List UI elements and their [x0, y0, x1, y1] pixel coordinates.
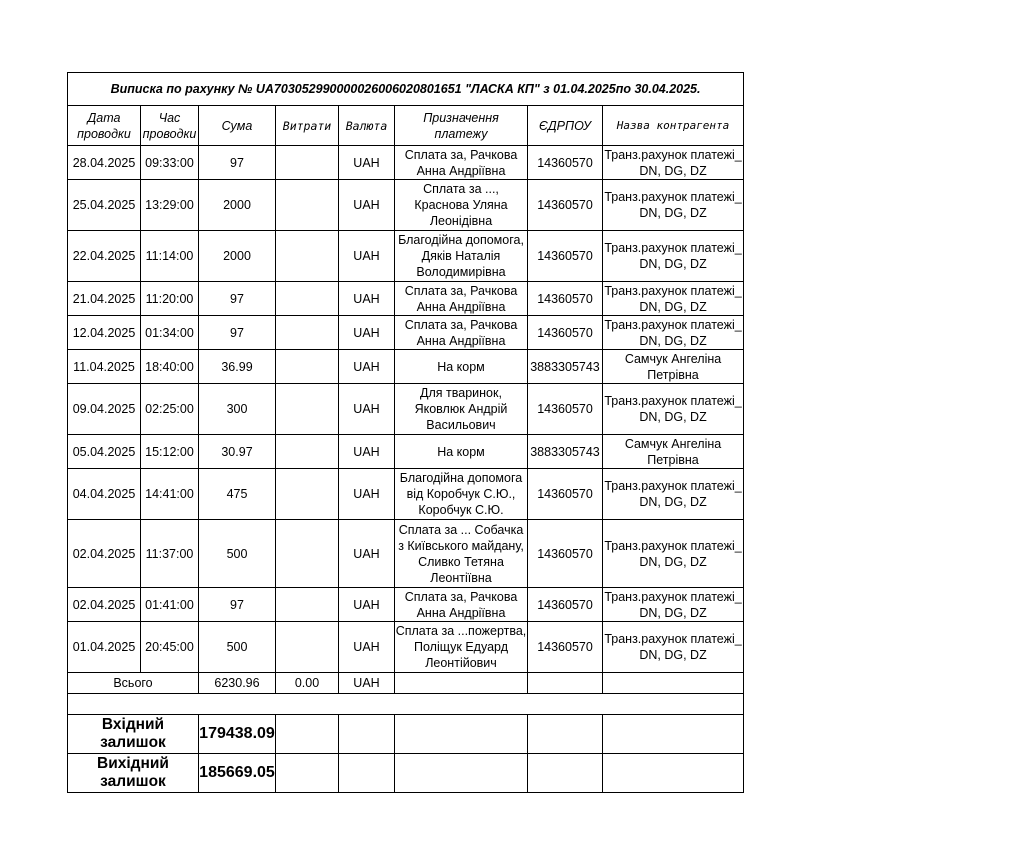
cell-expenses — [276, 180, 339, 231]
statement-title: Виписка по рахунку № UA703052990000026006020801651 "ЛАСКА КП" з 01.04.2025по 30.04.2025. — [68, 73, 744, 106]
empty-cell — [603, 754, 744, 793]
cell-date: 04.04.2025 — [68, 469, 141, 520]
cell-purpose: Сплата за, Рачкова Анна Андріївна — [395, 282, 528, 316]
table-row — [68, 588, 744, 622]
cell-amount: 500 — [199, 622, 276, 673]
cell-edrpou: 14360570 — [528, 622, 603, 673]
table-row — [68, 469, 744, 520]
cell-purpose: На корм — [395, 350, 528, 384]
cell-edrpou: 14360570 — [528, 588, 603, 622]
cell-counterparty: Транз.рахунок платежі_ DN, DG, DZ — [603, 520, 744, 588]
cell-amount: 500 — [199, 520, 276, 588]
opening-balance-label: Вхідний залишок — [68, 715, 199, 754]
total-amount: 6230.96 — [199, 673, 276, 694]
cell-currency: UAH — [339, 282, 395, 316]
cell-date: 25.04.2025 — [68, 180, 141, 231]
cell-currency: UAH — [339, 231, 395, 282]
cell-counterparty: Транз.рахунок платежі_ DN, DG, DZ — [603, 384, 744, 435]
cell-purpose: Сплата за ... Собачка з Київського майдану, Сливко Тетяна Леонтіївна — [395, 520, 528, 588]
cell-time: 14:41:00 — [141, 469, 199, 520]
table-row — [68, 435, 744, 469]
cell-amount: 97 — [199, 282, 276, 316]
empty-cell — [395, 673, 528, 694]
cell-currency: UAH — [339, 520, 395, 588]
total-currency: UAH — [339, 673, 395, 694]
cell-time: 20:45:00 — [141, 622, 199, 673]
cell-edrpou: 14360570 — [528, 180, 603, 231]
cell-purpose: На корм — [395, 435, 528, 469]
cell-edrpou: 14360570 — [528, 384, 603, 435]
cell-currency: UAH — [339, 588, 395, 622]
table-row — [68, 282, 744, 316]
cell-counterparty: Транз.рахунок платежі_ DN, DG, DZ — [603, 231, 744, 282]
cell-time: 18:40:00 — [141, 350, 199, 384]
cell-purpose: Благодійна допомога від Коробчук С.Ю., Коробчук С.Ю. — [395, 469, 528, 520]
empty-cell — [68, 694, 744, 715]
cell-expenses — [276, 146, 339, 180]
cell-purpose: Сплата за, Рачкова Анна Андріївна — [395, 146, 528, 180]
cell-time: 01:34:00 — [141, 316, 199, 350]
cell-counterparty: Транз.рахунок платежі_ DN, DG, DZ — [604, 317, 742, 348]
cell-counterparty: Транз.рахунок платежі_ DN, DG, DZ — [604, 589, 742, 620]
total-label: Всього — [68, 673, 199, 694]
cell-amount: 2000 — [199, 231, 276, 282]
header-date: Дата проводки — [68, 106, 141, 146]
cell-expenses — [276, 435, 339, 469]
cell-purpose: Благодійна допомога, Дяків Наталія Володимирівна — [395, 231, 528, 282]
cell-edrpou: 14360570 — [528, 146, 603, 180]
cell-amount: 300 — [199, 384, 276, 435]
cell-date: 01.04.2025 — [68, 622, 141, 673]
empty-cell — [276, 754, 339, 793]
cell-expenses — [276, 316, 339, 350]
cell-expenses — [276, 231, 339, 282]
cell-purpose: Для тваринок, Яковлюк Андрій Васильович — [395, 384, 528, 435]
empty-cell — [528, 673, 603, 694]
cell-date: 02.04.2025 — [68, 588, 141, 622]
empty-cell — [395, 715, 528, 754]
cell-amount: 36.99 — [199, 350, 276, 384]
table-row — [68, 622, 744, 673]
cell-time: 01:41:00 — [141, 588, 199, 622]
cell-purpose: Сплата за, Рачкова Анна Андріївна — [395, 316, 528, 350]
cell-currency: UAH — [339, 622, 395, 673]
cell-amount: 97 — [199, 588, 276, 622]
table-row — [68, 520, 744, 588]
header-currency: Валюта — [339, 106, 395, 146]
cell-currency: UAH — [339, 146, 395, 180]
cell-time: 09:33:00 — [141, 146, 199, 180]
closing-balance-amount: 185669.05 — [199, 754, 276, 793]
cell-date: 12.04.2025 — [68, 316, 141, 350]
cell-expenses — [276, 350, 339, 384]
cell-expenses — [276, 384, 339, 435]
table-row — [68, 350, 744, 384]
cell-time: 15:12:00 — [141, 435, 199, 469]
cell-edrpou: 14360570 — [528, 469, 603, 520]
cell-currency: UAH — [339, 435, 395, 469]
cell-edrpou: 14360570 — [528, 520, 603, 588]
cell-date: 28.04.2025 — [68, 146, 141, 180]
cell-purpose: Сплата за ...пожертва, Поліщук Едуард Леонтійович — [395, 622, 528, 673]
cell-expenses — [276, 520, 339, 588]
cell-time: 11:37:00 — [141, 520, 199, 588]
cell-counterparty: Транз.рахунок платежі_ DN, DG, DZ — [604, 147, 742, 178]
statement-rows — [68, 146, 744, 673]
cell-counterparty: Транз.рахунок платежі_ DN, DG, DZ — [603, 622, 744, 673]
cell-counterparty: Транз.рахунок платежі_ DN, DG, DZ — [603, 180, 744, 231]
cell-date: 22.04.2025 — [68, 231, 141, 282]
table-row — [68, 384, 744, 435]
table-row — [68, 231, 744, 282]
cell-currency: UAH — [339, 316, 395, 350]
empty-cell — [339, 754, 395, 793]
cell-date: 11.04.2025 — [68, 350, 141, 384]
opening-balance-row — [68, 715, 744, 754]
total-expenses: 0.00 — [276, 673, 339, 694]
table-row — [68, 180, 744, 231]
spacer-row — [68, 694, 744, 715]
cell-purpose: Сплата за, Рачкова Анна Андріївна — [395, 588, 528, 622]
empty-cell — [603, 715, 744, 754]
cell-purpose: Сплата за ..., Краснова Уляна Леонідівна — [395, 180, 528, 231]
cell-edrpou: 14360570 — [528, 231, 603, 282]
header-amount: Сума — [199, 106, 276, 146]
opening-balance-amount: 179438.09 — [199, 715, 276, 754]
cell-expenses — [276, 588, 339, 622]
closing-balance-label: Вихідний залишок — [68, 754, 199, 793]
cell-amount: 97 — [199, 316, 276, 350]
statement-table — [67, 72, 744, 793]
empty-cell — [339, 715, 395, 754]
cell-time: 02:25:00 — [141, 384, 199, 435]
table-row — [68, 316, 744, 350]
header-time: Час проводки — [141, 106, 199, 146]
cell-date: 21.04.2025 — [68, 282, 141, 316]
cell-expenses — [276, 622, 339, 673]
empty-cell — [276, 715, 339, 754]
cell-currency: UAH — [339, 384, 395, 435]
cell-time: 11:14:00 — [141, 231, 199, 282]
cell-expenses — [276, 282, 339, 316]
cell-time: 11:20:00 — [141, 282, 199, 316]
total-row — [68, 673, 744, 694]
cell-time: 13:29:00 — [141, 180, 199, 231]
cell-amount: 97 — [199, 146, 276, 180]
empty-cell — [603, 673, 744, 694]
cell-edrpou: 3883305743 — [528, 350, 603, 384]
cell-amount: 30.97 — [199, 435, 276, 469]
cell-date: 05.04.2025 — [68, 435, 141, 469]
table-row — [68, 146, 744, 180]
header-expenses: Витрати — [276, 106, 339, 146]
empty-cell — [528, 715, 603, 754]
cell-counterparty: Самчук Ангеліна Петрівна — [603, 435, 744, 469]
cell-edrpou: 14360570 — [528, 316, 603, 350]
cell-counterparty: Самчук Ангеліна Петрівна — [603, 350, 744, 384]
cell-amount: 2000 — [199, 180, 276, 231]
cell-counterparty: Транз.рахунок платежі_ DN, DG, DZ — [604, 283, 742, 314]
empty-cell — [395, 754, 528, 793]
closing-balance-row — [68, 754, 744, 793]
header-edrpou: ЄДРПОУ — [528, 106, 603, 146]
cell-amount: 475 — [199, 469, 276, 520]
empty-cell — [528, 754, 603, 793]
cell-expenses — [276, 469, 339, 520]
cell-currency: UAH — [339, 350, 395, 384]
cell-currency: UAH — [339, 469, 395, 520]
cell-date: 02.04.2025 — [68, 520, 141, 588]
header-purpose: Призначення платежу — [395, 106, 528, 146]
header-row — [68, 106, 744, 146]
cell-edrpou: 3883305743 — [528, 435, 603, 469]
cell-counterparty: Транз.рахунок платежі_ DN, DG, DZ — [603, 469, 744, 520]
cell-currency: UAH — [339, 180, 395, 231]
cell-date: 09.04.2025 — [68, 384, 141, 435]
header-counterparty: Назва контрагента — [603, 106, 744, 146]
cell-edrpou: 14360570 — [528, 282, 603, 316]
